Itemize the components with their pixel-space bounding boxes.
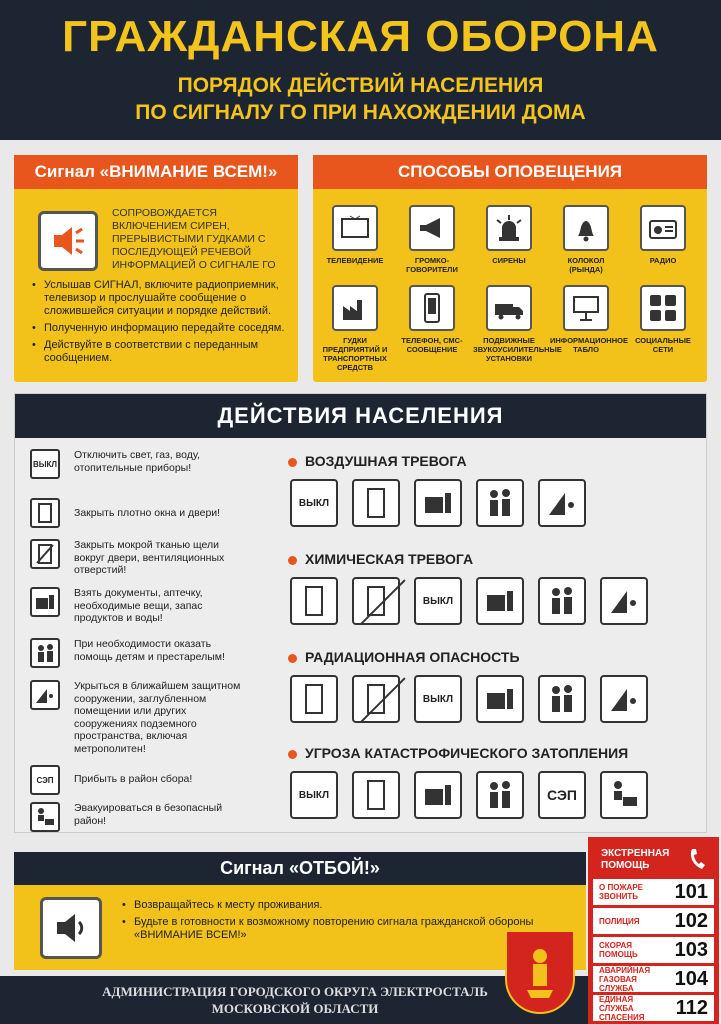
poster-header: [0, 0, 721, 140]
power-off-icon: ВЫКЛ: [414, 577, 462, 625]
documents-icon: [414, 479, 462, 527]
evacuation-icon: [30, 802, 60, 832]
footer-line-2: МОСКОВСКОЙ ОБЛАСТИ: [211, 1001, 379, 1016]
no-ventilation-icon: [352, 577, 400, 625]
action-item: Закрыть плотно окна и двери!: [30, 498, 250, 528]
coat-of-arms-icon: [505, 930, 575, 1014]
door-icon: [290, 577, 338, 625]
assembly-point-icon: СЭП: [30, 765, 60, 795]
shelter-icon: [30, 680, 60, 710]
section-air-raid: ВОЗДУШНАЯ ТРЕВОГА: [288, 453, 708, 469]
footer: [0, 976, 590, 1024]
signal-attention-panel: [14, 155, 298, 382]
factory-icon: [332, 285, 378, 331]
signal-description: СОПРОВОЖДАЕТСЯ ВКЛЮЧЕНИЕМ СИРЕН, ПРЕРЫВИСТЫМИ ГУДКАМИ С ПОСЛЕДУЮЩЕЙ РЕЧЕВОЙ ИНФОРМАЦИЕЙ О СИГНАЛЕ ГО: [112, 207, 276, 271]
power-off-icon: ВЫКЛ: [290, 479, 338, 527]
emergency-row: О ПОЖАРЕ ЗВОНИТЬ 101: [593, 879, 714, 905]
emergency-row: ПОЛИЦИЯ 102: [593, 908, 714, 934]
board-icon: [563, 285, 609, 331]
method-factory-horns: ГУДКИ ПРЕДПРИЯТИЙ И ТРАНСПОРТНЫХ СРЕДСТВ: [319, 285, 391, 372]
notification-methods-title: СПОСОБЫ ОПОВЕЩЕНИЯ: [313, 155, 707, 189]
method-bell: КОЛОКОЛ (РЫНДА): [550, 205, 622, 274]
radio-icon: [640, 205, 686, 251]
documents-icon: [476, 577, 524, 625]
chemical-icons: [290, 577, 648, 625]
action-item: ВЫКЛ Отключить свет, газ, воду, отопительные приборы!: [30, 449, 250, 479]
signal-bullet: • Действуйте в соответствии с переданным сообщением.: [32, 339, 297, 365]
shelter-icon: [600, 675, 648, 723]
door-icon: [352, 771, 400, 819]
tv-icon: [332, 205, 378, 251]
door-icon: [290, 675, 338, 723]
help-people-icon: [538, 675, 586, 723]
emergency-row: ЕДИНАЯ СЛУЖБА СПАСЕНИЯ 112: [593, 995, 714, 1021]
page-subtitle-1: ПОРЯДОК ДЕЙСТВИЙ НАСЕЛЕНИЯ: [177, 74, 544, 97]
action-item: Укрыться в ближайшем защитном сооружении, заглубленном помещении или других сооружениях подземного пространства, включая метрополитен!: [30, 680, 250, 755]
emergency-title-2: ПОМОЩЬ: [601, 860, 650, 871]
shelter-icon: [538, 479, 586, 527]
power-off-icon: ВЫКЛ: [30, 449, 60, 479]
method-info-board: ИНФОРМАЦИОННОЕ ТАБЛО: [550, 285, 622, 354]
section-radiation: РАДИАЦИОННАЯ ОПАСНОСТЬ: [288, 649, 708, 665]
evacuation-icon: [600, 771, 648, 819]
bullet-dot: [288, 750, 297, 759]
documents-icon: [414, 771, 462, 819]
page-subtitle-2: ПО СИГНАЛУ ГО ПРИ НАХОЖДЕНИИ ДОМА: [135, 101, 586, 124]
bullet-dot: [288, 458, 297, 467]
notification-methods-panel: [313, 155, 707, 382]
method-loudspeakers: ГРОМКО-ГОВОРИТЕЛИ: [396, 205, 468, 274]
action-item: Взять документы, аптечку, необходимые вещи, запас продуктов и воды!: [30, 587, 250, 625]
siren-icon: [486, 205, 532, 251]
action-item: СЭП Прибыть в район сбора!: [30, 765, 250, 795]
section-chemical: ХИМИЧЕСКАЯ ТРЕВОГА: [288, 551, 708, 567]
method-social: СОЦИАЛЬНЫЕ СЕТИ: [627, 285, 699, 354]
section-flood: УГРОЗА КАТАСТРОФИЧЕСКОГО ЗАТОПЛЕНИЯ: [288, 745, 708, 761]
emergency-row: АВАРИЙНАЯ ГАЗОВАЯ СЛУЖБА 104: [593, 966, 714, 992]
method-mobile-units: ПОДВИЖНЫЕ ЗВУКОУСИЛИТЕЛЬНЫЕ УСТАНОВКИ: [473, 285, 545, 363]
radiation-icons: [290, 675, 648, 723]
bullet-dot: [288, 556, 297, 565]
signal-bullet: • Услышав СИГНАЛ, включите радиоприемник, телевизор и прослушайте сообщение о сложившейся ситуации и порядке действий.: [32, 279, 297, 318]
power-off-icon: ВЫКЛ: [290, 771, 338, 819]
megaphone-icon: [409, 205, 455, 251]
shelter-icon: [600, 577, 648, 625]
seal-cloth-icon: [30, 539, 60, 569]
signal-all-clear-panel: [14, 852, 586, 970]
action-item: Эвакуироваться в безопасный район!: [30, 802, 250, 832]
action-item: При необходимости оказать помощь детям и престарелым!: [30, 638, 250, 668]
all-clear-bullet: • Возвращайтесь к месту проживания.: [122, 899, 562, 913]
method-radio: РАДИО: [627, 205, 699, 265]
loudspeaker-icon: [38, 211, 98, 271]
phone-icon: [409, 285, 455, 331]
help-people-icon: [476, 479, 524, 527]
all-clear-bullet: • Будьте в готовности к возможному повторению сигнала гражданской обороны «ВНИМАНИЕ ВСЕМ!»: [122, 916, 562, 943]
method-phone: ТЕЛЕФОН, СМС-СООБЩЕНИЕ: [396, 285, 468, 354]
emergency-title-1: ЭКСТРЕННАЯ: [601, 848, 670, 859]
help-people-icon: [538, 577, 586, 625]
actions-title: ДЕЙСТВИЯ НАСЕЛЕНИЯ: [15, 394, 706, 438]
flood-icons: [290, 771, 648, 819]
phone-handset-icon: [688, 846, 708, 872]
emergency-row: СКОРАЯ ПОМОЩЬ 103: [593, 937, 714, 963]
help-people-icon: [30, 638, 60, 668]
all-clear-title: Сигнал «ОТБОЙ!»: [14, 852, 586, 885]
action-item: Закрыть мокрой тканью щели вокруг двери, вентиляционных отверстий!: [30, 539, 250, 577]
social-icon: [640, 285, 686, 331]
signal-bullet: • Полученную информацию передайте соседям.: [32, 322, 297, 335]
air-raid-icons: [290, 479, 586, 527]
method-sirens: СИРЕНЫ: [473, 205, 545, 265]
door-icon: [30, 498, 60, 528]
bullet-dot: [288, 654, 297, 663]
signal-attention-title: Сигнал «ВНИМАНИЕ ВСЕМ!»: [14, 155, 298, 189]
loudspeaker-icon: [40, 897, 102, 959]
power-off-icon: ВЫКЛ: [414, 675, 462, 723]
bell-icon: [563, 205, 609, 251]
truck-icon: [486, 285, 532, 331]
method-tv: ТЕЛЕВИДЕНИЕ: [319, 205, 391, 265]
documents-icon: [476, 675, 524, 723]
help-people-icon: [476, 771, 524, 819]
no-ventilation-icon: [352, 675, 400, 723]
assembly-point-icon: СЭП: [538, 771, 586, 819]
door-icon: [352, 479, 400, 527]
emergency-numbers-panel: [588, 837, 719, 1024]
documents-icon: [30, 587, 60, 617]
page-title: ГРАЖДАНСКАЯ ОБОРОНА: [62, 12, 659, 61]
footer-line-1: АДМИНИСТРАЦИЯ ГОРОДСКОГО ОКРУГА ЭЛЕКТРОСТАЛЬ: [102, 984, 488, 999]
